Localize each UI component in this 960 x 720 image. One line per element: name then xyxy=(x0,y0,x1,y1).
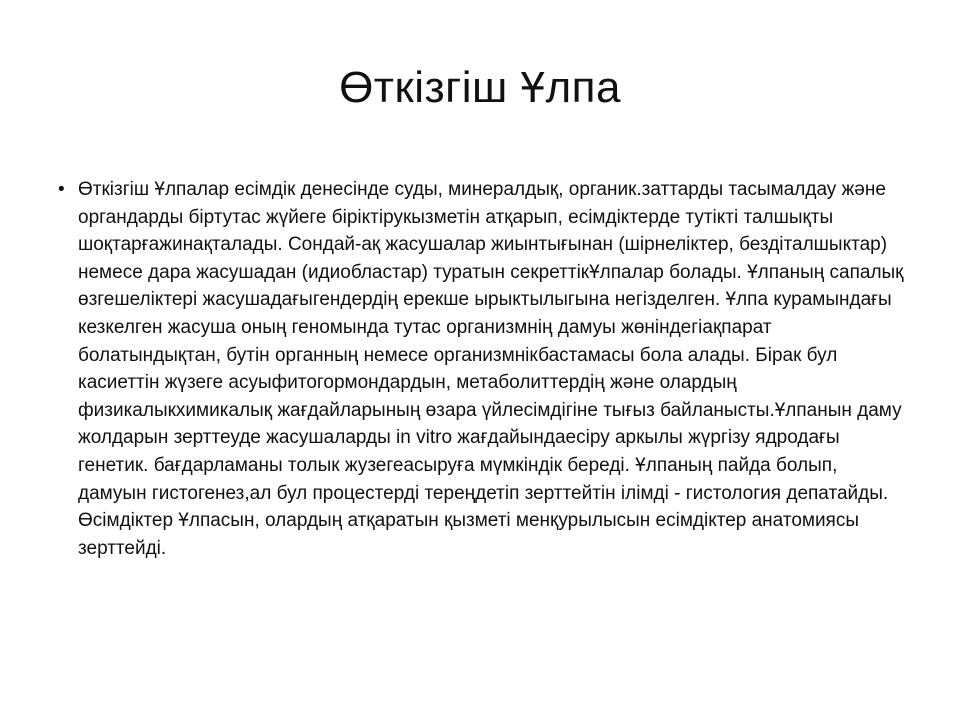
bullet-item xyxy=(58,176,908,562)
bullet-marker: • xyxy=(58,179,65,200)
bullet-list xyxy=(58,176,908,562)
bullet-text: Өткізгіш Ұлпалар есімдік денесінде суды, минералдық, органик.заттарды тасымалдау және органдарды біртутас жүйеге біріктірукызметін атқарып, есімдіктерде тутікті талшықты шоқтарғажинақталады. Сондай-ақ жасушалар жиынтығынан (шірнеліктер, бездіталшыктар) немесе дара жасушадан (идиобластар) туратын секреттікҰлпалар болады. Ұлпаның сапалық өзгешеліктері жасушадағыгендердің ерекше ырыктылыгына негізделген. Ұлпа курамындағы кезкелген жасуша оның геномында тутас организмнің дамуы жөніндегіақпарат болатындықтан, бутін органның немесе организмнікбастамасы бола алады. Бірак бул касиеттін жүзеге асуыфитогормондардын, метаболиттердің және олардың физикалыкхимикалық жағдайларының өзара үйлесімдігіне тығыз байланысты.Ұлпанын даму жолдарын зерттеуде жасушаларды in vitro жағдайындаесіру аркылы жүргізу ядродағы генетик. бағдарламаны толык жузегеасыруға мүмкіндік береді. Ұлпаның пайда болып, дамуын гистогенез,ал бул процестерді тереңдетіп зерттейтін ілімді - гистология депатайды. Өсімдіктер Ұлпасын, олардың атқаратын қызметі менқурылысын есімдіктер анатомиясы зерттейді. xyxy=(78,179,904,559)
slide-title: Өткізгіш Ұлпа xyxy=(339,63,621,112)
